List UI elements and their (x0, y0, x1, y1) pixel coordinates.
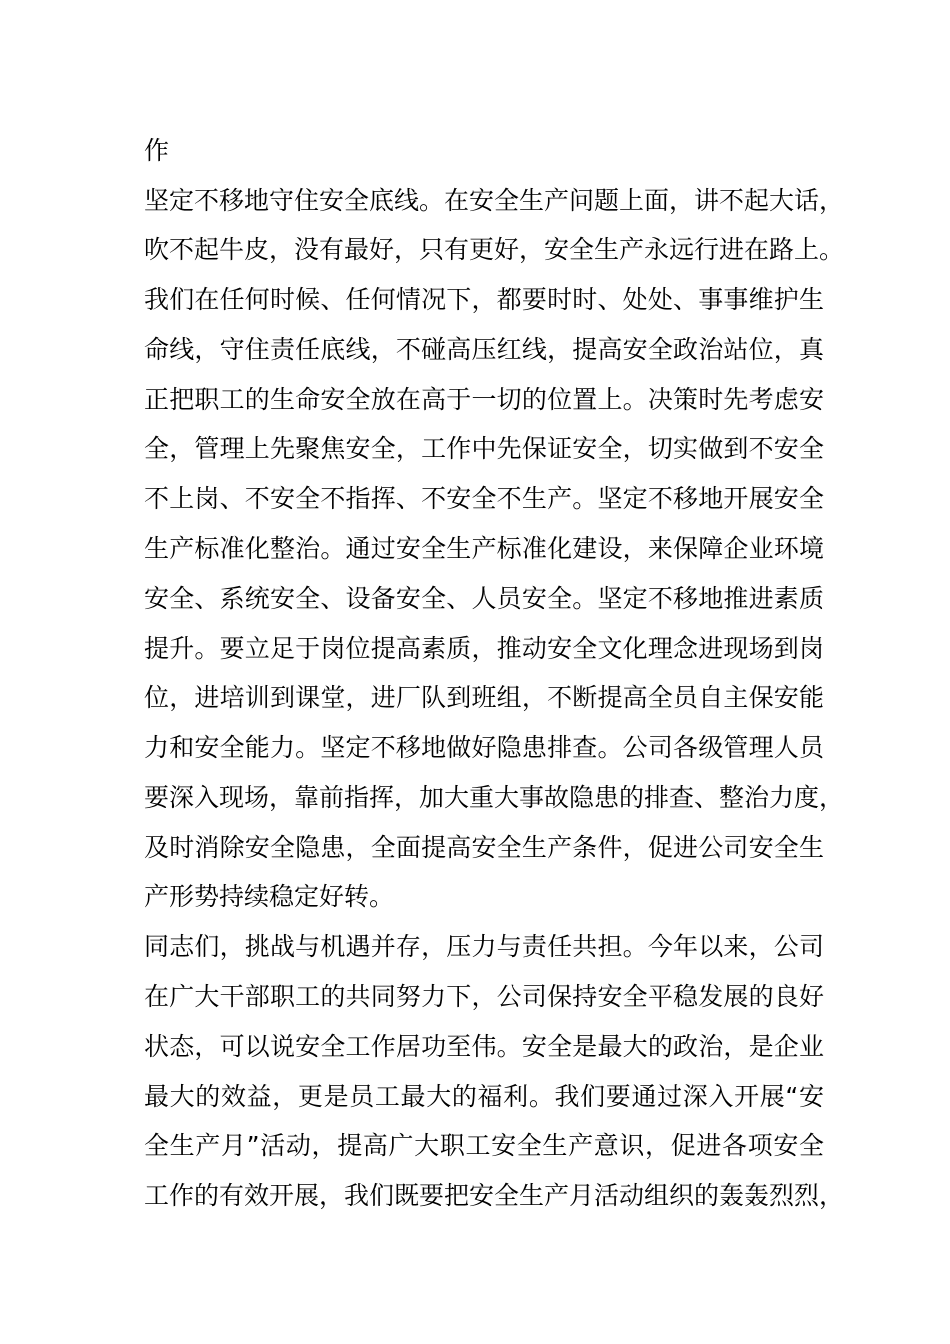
text-line: 力和安全能力。坚定不移地做好隐患排查。公司各级管理人员 (144, 733, 824, 762)
text-line: 安全、系统安全、设备安全、人员安全。坚定不移地推进素质 (144, 584, 824, 613)
text-line: 最大的效益，更是员工最大的福利。我们要通过深入开展“安 (144, 1082, 824, 1111)
text-line: 作 (144, 136, 170, 165)
text-line: 工作的有效开展，我们既要把安全生产月活动组织的轰轰烈烈， (144, 1181, 845, 1210)
text-line: 全生产月”活动，提高广大职工安全生产意识，促进各项安全 (144, 1131, 824, 1160)
text-line: 产形势持续稳定好转。 (144, 882, 395, 911)
text-line: 同志们，挑战与机遇并存，压力与责任共担。今年以来，公司 (144, 932, 824, 961)
text-line: 要深入现场，靠前指挥，加大重大事故隐患的排查、整治力度， (144, 783, 845, 812)
text-line: 不上岗、不安全不指挥、不安全不生产。坚定不移地开展安全 (144, 484, 824, 513)
text-line: 吹不起牛皮，没有最好，只有更好，安全生产永远行进在路上。 (144, 235, 845, 264)
text-line: 坚定不移地守住安全底线。在安全生产问题上面，讲不起大话， (144, 186, 845, 215)
text-line: 及时消除安全隐患，全面提高安全生产条件，促进公司安全生 (144, 833, 824, 862)
text-line: 全，管理上先聚焦安全，工作中先保证安全，切实做到不安全 (144, 434, 824, 463)
text-line: 状态，可以说安全工作居功至伟。安全是最大的政治，是企业 (144, 1032, 824, 1061)
text-line: 我们在任何时候、任何情况下，都要时时、处处、事事维护生 (144, 285, 824, 314)
text-line: 正把职工的生命安全放在高于一切的位置上。决策时先考虑安 (144, 385, 824, 414)
text-line: 提升。要立足于岗位提高素质，推动安全文化理念进现场到岗 (144, 634, 824, 663)
text-line: 生产标准化整治。通过安全生产标准化建设，来保障企业环境 (144, 534, 824, 563)
text-line: 命线，守住责任底线，不碰高压红线，提高安全政治站位，真 (144, 335, 824, 364)
text-line: 位，进培训到课堂，进厂队到班组，不断提高全员自主保安能 (144, 683, 824, 712)
text-line: 在广大干部职工的共同努力下，公司保持安全平稳发展的良好 (144, 982, 824, 1011)
